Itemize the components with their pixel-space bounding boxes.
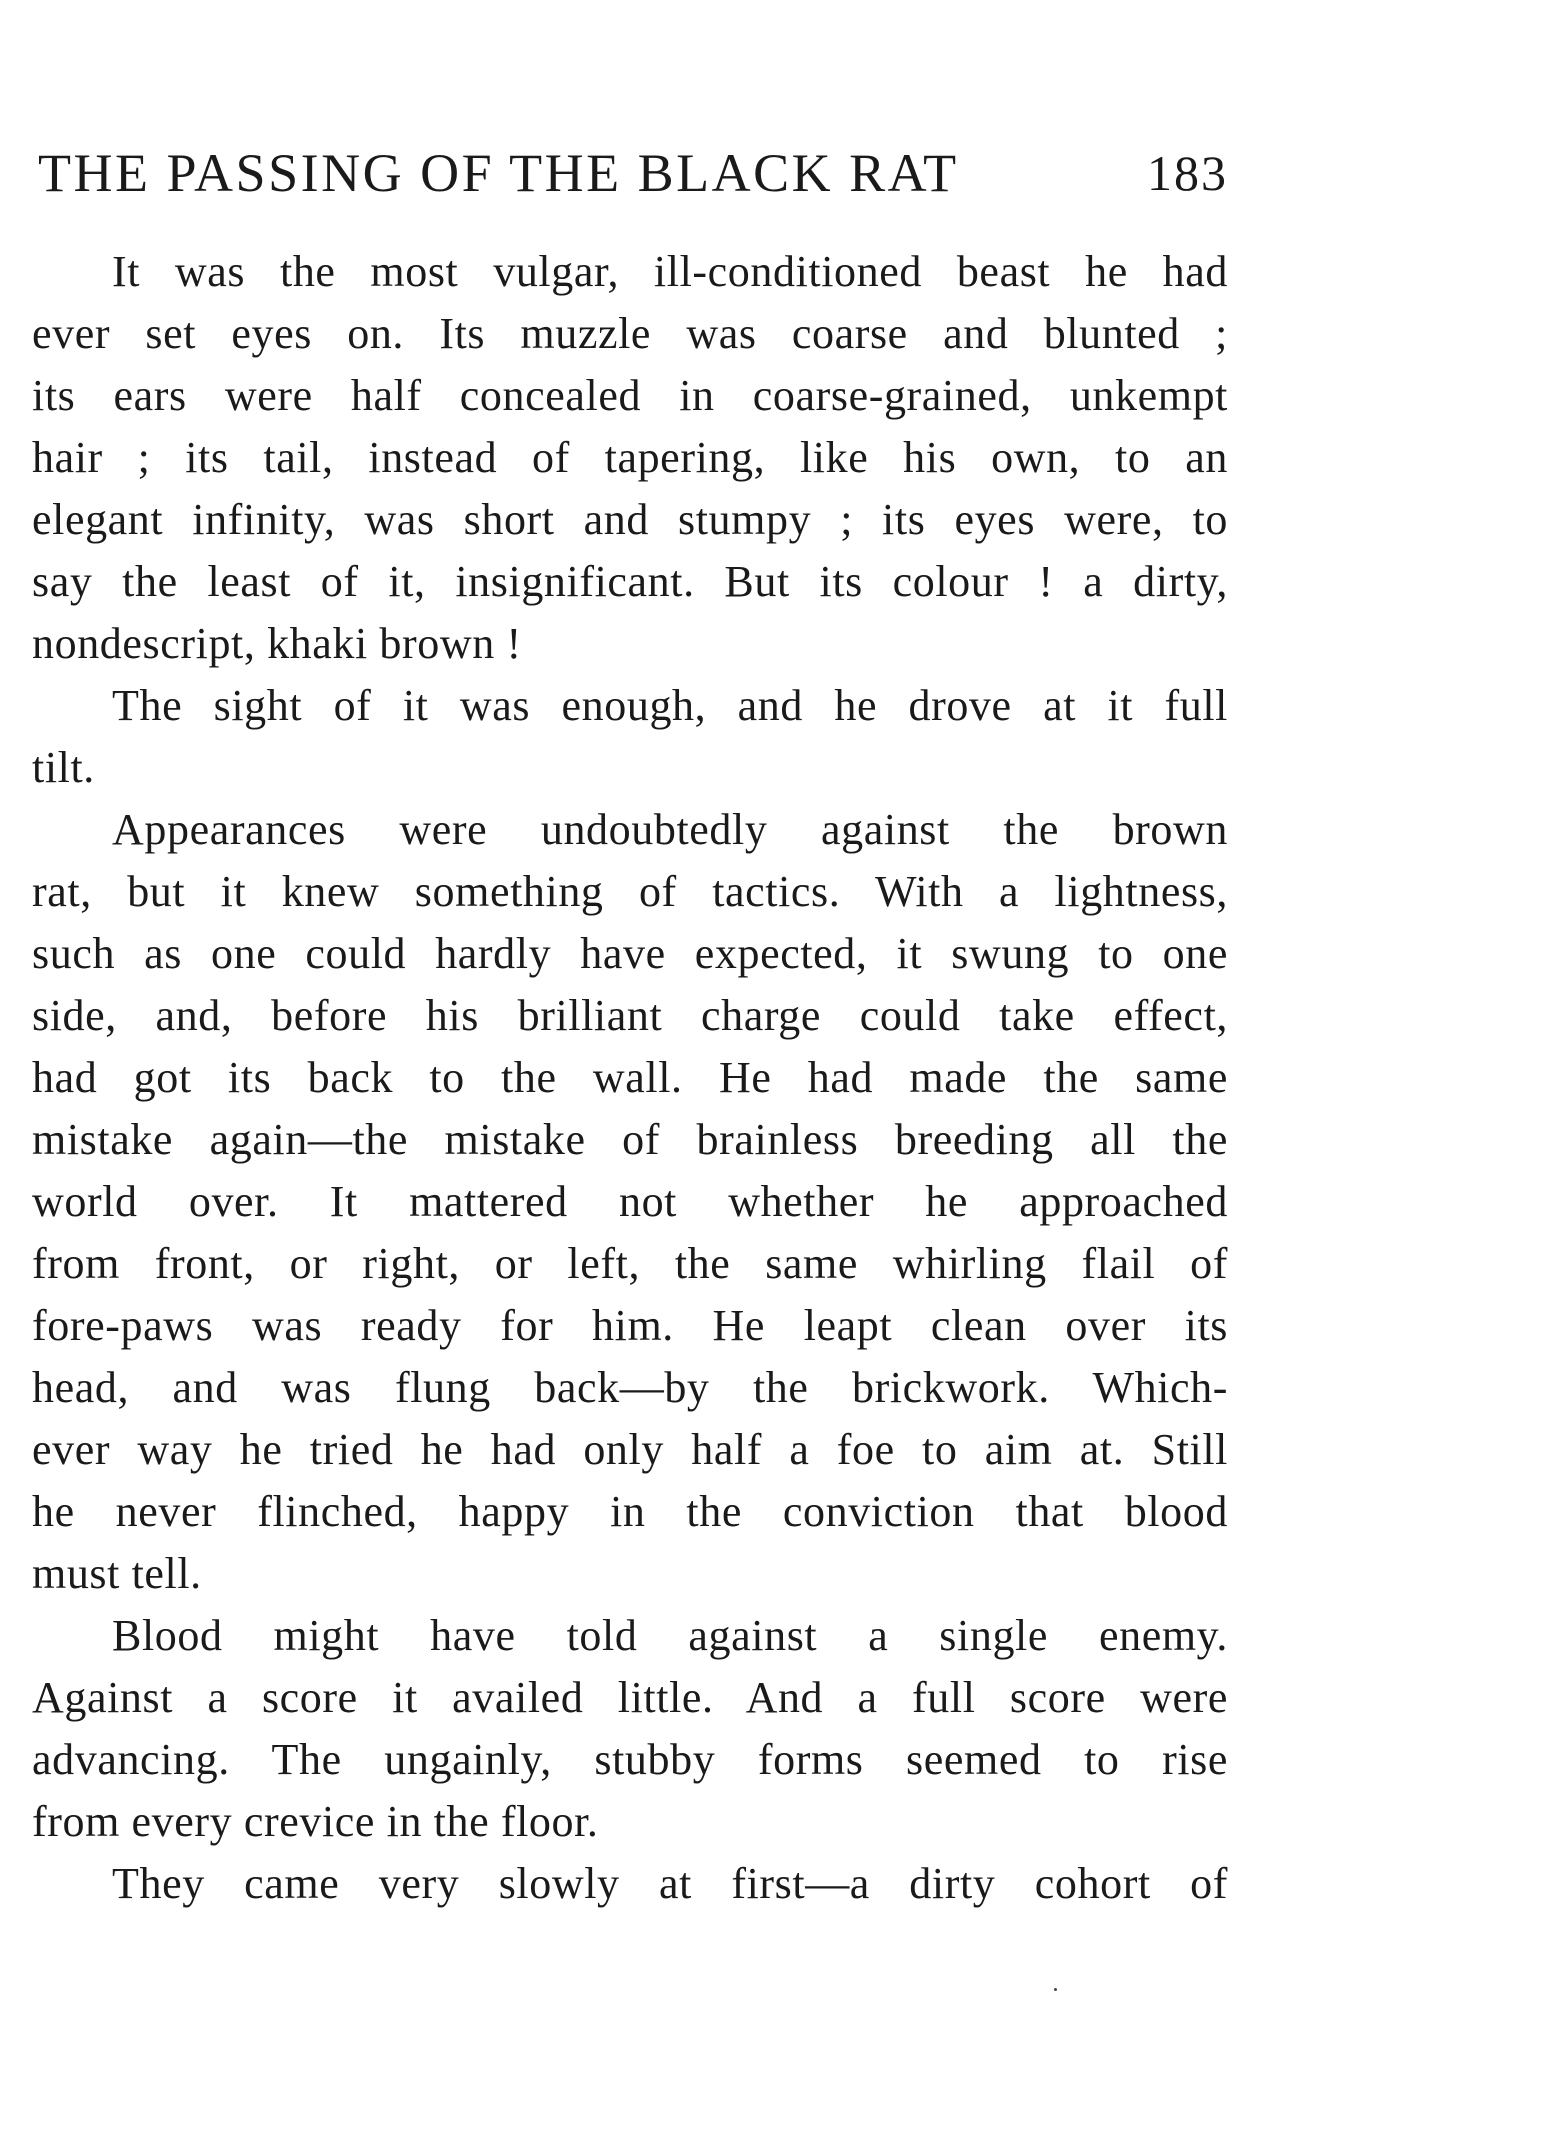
text-line: say the least of it, insignificant. But its colour ! a dirty, (32, 557, 1228, 606)
text-line: mistake again—the mistake of brainless breeding all the (32, 1115, 1228, 1164)
text-line: advancing. The ungainly, stubby forms seemed to rise (32, 1735, 1228, 1784)
text-line: Against a score it availed little. And a full score were (32, 1673, 1228, 1722)
body-text (32, 241, 1228, 1915)
ink-speck (1054, 1988, 1057, 1991)
text-line: ever way he tried he had only half a foe to aim at. Still (32, 1425, 1228, 1474)
text-line: from front, or right, or left, the same whirling flail of (32, 1239, 1228, 1288)
text-line: nondescript, khaki brown ! (32, 619, 522, 668)
text-line: Appearances were undoubtedly against the brown (112, 805, 1228, 854)
text-line: Blood might have told against a single enemy. (112, 1611, 1228, 1660)
page-number: 183 (1147, 145, 1228, 201)
text-line: side, and, before his brilliant charge could take effect, (32, 991, 1228, 1040)
text-line: must tell. (32, 1549, 202, 1598)
text-line: hair ; its tail, instead of tapering, like his own, to an (32, 433, 1228, 482)
text-line: from every crevice in the floor. (32, 1797, 599, 1846)
text-line: fore-paws was ready for him. He leapt clean over its (32, 1301, 1228, 1350)
text-line: They came very slowly at first—a dirty cohort of (112, 1859, 1228, 1908)
text-line: had got its back to the wall. He had made the same (32, 1053, 1228, 1102)
text-line: It was the most vulgar, ill-conditioned beast he had (112, 247, 1228, 296)
text-line: head, and was flung back—by the brickwork. Which- (32, 1363, 1228, 1412)
text-line: world over. It mattered not whether he approached (32, 1177, 1228, 1226)
text-line: such as one could hardly have expected, it swung to one (32, 929, 1228, 978)
text-line: ever set eyes on. Its muzzle was coarse and blunted ; (32, 309, 1228, 358)
text-line: rat, but it knew something of tactics. With a lightness, (32, 867, 1228, 916)
text-line: its ears were half concealed in coarse-grained, unkempt (32, 371, 1228, 420)
running-head (38, 140, 1228, 206)
text-line: The sight of it was enough, and he drove at it full (112, 681, 1228, 730)
running-title: THE PASSING OF THE BLACK RAT (38, 143, 959, 203)
text-line: he never flinched, happy in the conviction that blood (32, 1487, 1228, 1536)
text-line: tilt. (32, 743, 95, 792)
text-line: elegant infinity, was short and stumpy ; its eyes were, to (32, 495, 1228, 544)
